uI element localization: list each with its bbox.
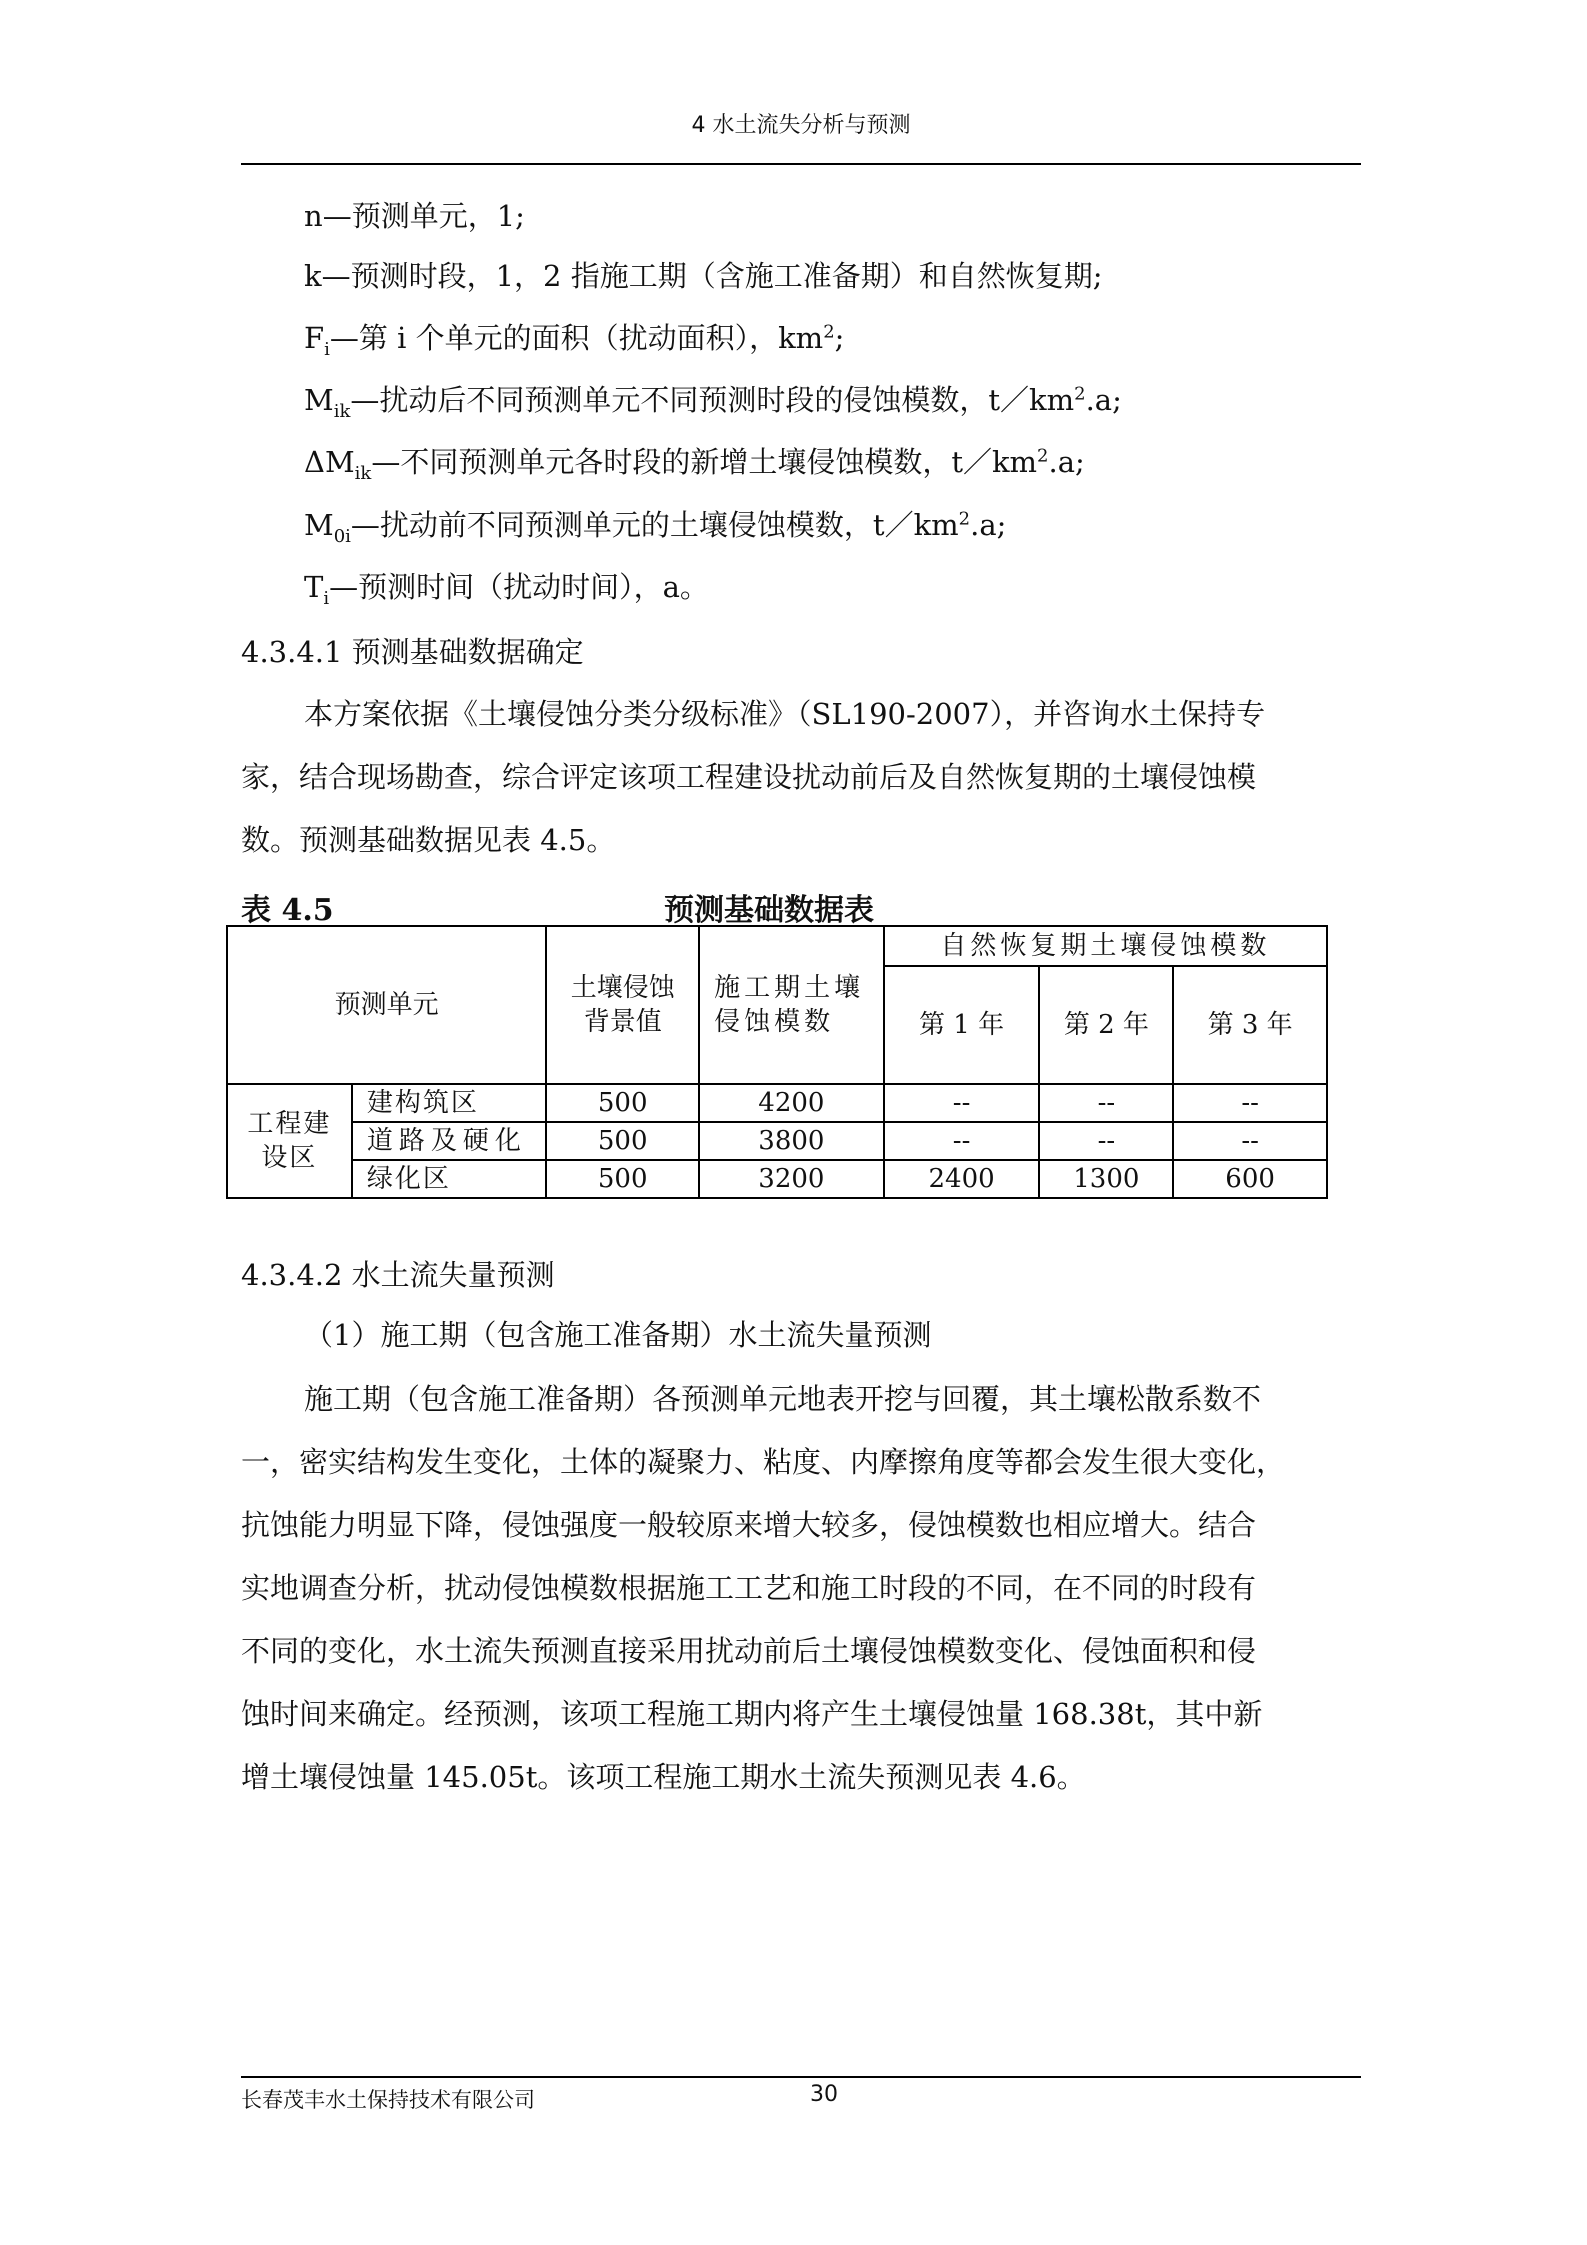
header-background: 土壤侵蚀背景值 <box>546 926 699 1084</box>
cell-year1: -- <box>884 1084 1040 1122</box>
footer-company: 长春茂丰水土保持技术有限公司 <box>241 2088 535 2112</box>
header-construction: 施工期土壤侵蚀模数 <box>699 926 884 1084</box>
section-heading-4341: 4.3.4.1 预测基础数据确定 <box>241 635 584 669</box>
definition-fi: $F_i—$第 i 个单元的面积（扰动面积），$km^2$; <box>304 321 845 360</box>
page-number: 30 <box>810 2082 838 2107</box>
definition-k: k—预测时段，1，2 指施工期（含施工准备期）和自然恢复期; <box>304 259 1103 293</box>
row-name: 道路及硬化 <box>352 1122 547 1160</box>
cell-background: 500 <box>546 1084 699 1122</box>
cell-year3: -- <box>1173 1122 1327 1160</box>
table-row <box>227 1160 1327 1198</box>
cell-background: 500 <box>546 1122 699 1160</box>
cell-year3: 600 <box>1173 1160 1327 1198</box>
cell-year2: -- <box>1039 1122 1173 1160</box>
cell-construction: 3200 <box>699 1160 884 1198</box>
definition-n: n—预测单元，1; <box>304 199 525 233</box>
cell-construction: 4200 <box>699 1084 884 1122</box>
cell-year2: -- <box>1039 1084 1173 1122</box>
header-year3: 第 3 年 <box>1173 966 1327 1084</box>
cell-year3: -- <box>1173 1084 1327 1122</box>
definition-m0i: $M_{0i}—$扰动前不同预测单元的土壤侵蚀模数，$t/km^2.a$; <box>304 508 1007 547</box>
paragraph-line: 数。预测基础数据见表 4.5。 <box>241 823 616 857</box>
paragraph-line: 不同的变化，水土流失预测直接采用扰动前后土壤侵蚀模数变化、侵蚀面积和侵 <box>241 1634 1257 1668</box>
group-cell: 工程建设区 <box>227 1084 352 1198</box>
paragraph-line: 蚀时间来确定。经预测，该项工程施工期内将产生土壤侵蚀量 168.38t，其中新 <box>241 1697 1263 1731</box>
row-name: 建构筑区 <box>352 1084 547 1122</box>
paragraph-line: 抗蚀能力明显下降，侵蚀强度一般较原来增大较多，侵蚀模数也相应增大。结合 <box>241 1508 1257 1542</box>
cell-construction: 3800 <box>699 1122 884 1160</box>
cell-background: 500 <box>546 1160 699 1198</box>
definition-ti: $T_i—$预测时间（扰动时间），a。 <box>304 570 709 609</box>
paragraph-line: 家，结合现场勘查，综合评定该项工程建设扰动前后及自然恢复期的土壤侵蚀模 <box>241 760 1257 794</box>
header-recovery: 自然恢复期土壤侵蚀模数 <box>884 926 1327 966</box>
header-unit: 预测单元 <box>227 926 546 1084</box>
paragraph-line: 实地调查分析，扰动侵蚀模数根据施工工艺和施工时段的不同，在不同的时段有 <box>241 1571 1257 1605</box>
subheading: （1）施工期（包含施工准备期）水土流失量预测 <box>304 1318 932 1352</box>
footer-rule <box>241 2076 1361 2078</box>
table-title: 预测基础数据表 <box>664 893 874 928</box>
paragraph-line: 增土壤侵蚀量 145.05t。该项工程施工期水土流失预测见表 4.6。 <box>241 1760 1086 1794</box>
table-row <box>227 1122 1327 1160</box>
table-row <box>227 1084 1327 1122</box>
cell-year1: -- <box>884 1122 1040 1160</box>
table-label: 表 4.5 <box>241 893 334 928</box>
header-rule <box>241 163 1361 165</box>
paragraph-line: 本方案依据《土壤侵蚀分类分级标准》（SL190-2007），并咨询水土保持专 <box>304 697 1266 731</box>
data-table <box>226 925 1328 1199</box>
cell-year1: 2400 <box>884 1160 1040 1198</box>
definition-delta-mik: $\Delta M_{ik}—$不同预测单元各时段的新增土壤侵蚀模数，$t/km^2.a$; <box>304 445 1085 484</box>
row-name: 绿化区 <box>352 1160 547 1198</box>
header-year1: 第 1 年 <box>884 966 1040 1084</box>
cell-year2: 1300 <box>1039 1160 1173 1198</box>
section-heading-4342: 4.3.4.2 水土流失量预测 <box>241 1258 555 1292</box>
header-year2: 第 2 年 <box>1039 966 1173 1084</box>
paragraph-line: 施工期（包含施工准备期）各预测单元地表开挖与回覆，其土壤松散系数不 <box>304 1382 1262 1416</box>
page-header: 4 水土流失分析与预测 <box>691 113 911 138</box>
paragraph-line: 一，密实结构发生变化，土体的凝聚力、粘度、内摩擦角度等都会发生很大变化， <box>241 1445 1286 1479</box>
definition-mik: $M_{ik}—$扰动后不同预测单元不同预测时段的侵蚀模数，$t/km^2.a$; <box>304 383 1122 422</box>
